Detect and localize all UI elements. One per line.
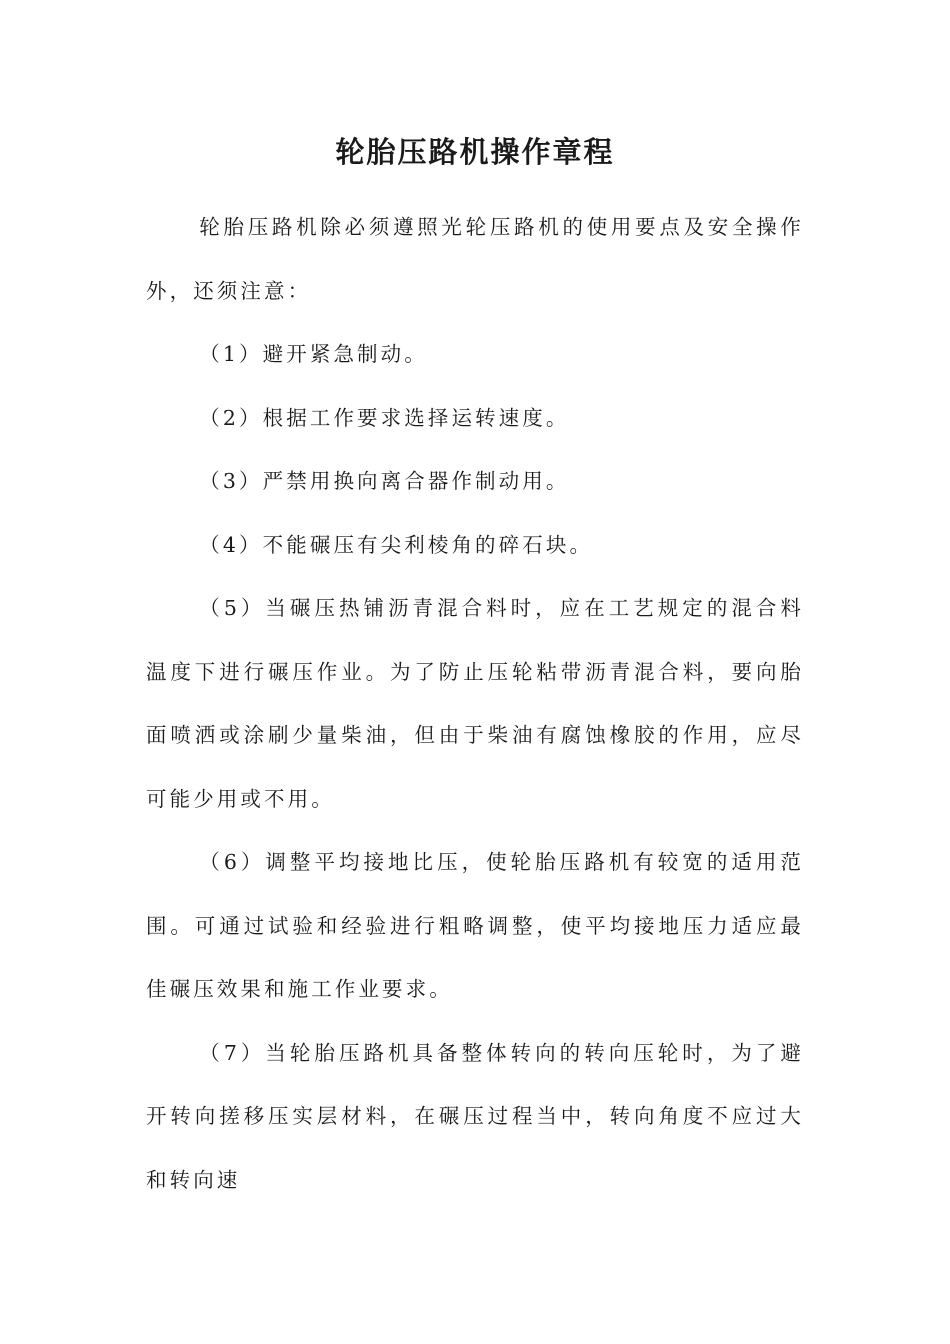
paragraph-item-2: （2）根据工作要求选择运转速度。 [199, 405, 570, 430]
paragraph-item-5: （5）当碾压热铺沥青混合料时，应在工艺规定的混合料温度下进行碾压作业。为了防止压轮粘带沥青混合料，要向胎面喷洒或涂刷少量柴油，但由于柴油有腐蚀橡胶的作用，应尽可能少用或不用。 [146, 596, 804, 811]
document-title: 轮胎压路机操作章程 [335, 135, 615, 169]
paragraph-item-4: （4）不能碾压有尖利棱角的碎石块。 [199, 532, 594, 557]
paragraph-item-3: （3）严禁用换向离合器作制动用。 [199, 469, 570, 493]
paragraph-item-1: （1）避开紧急制动。 [199, 342, 428, 366]
paragraph-intro: 轮胎压路机除必须遵照光轮压路机的使用要点及安全操作外，还须注意： [146, 215, 804, 303]
document-body [146, 196, 804, 1212]
paragraph-item-7: （7）当轮胎压路机具备整体转向的转向压轮时，为了避开转向搓移压实层材料，在碾压过程当中，转向角度不应过大和转向速 [146, 1040, 804, 1192]
paragraph-item-6: （6）调整平均接地比压，使轮胎压路机有较宽的适用范围。可通过试验和经验进行粗略调整，使平均接地压力适应最佳碾压效果和施工作业要求。 [146, 850, 804, 1001]
